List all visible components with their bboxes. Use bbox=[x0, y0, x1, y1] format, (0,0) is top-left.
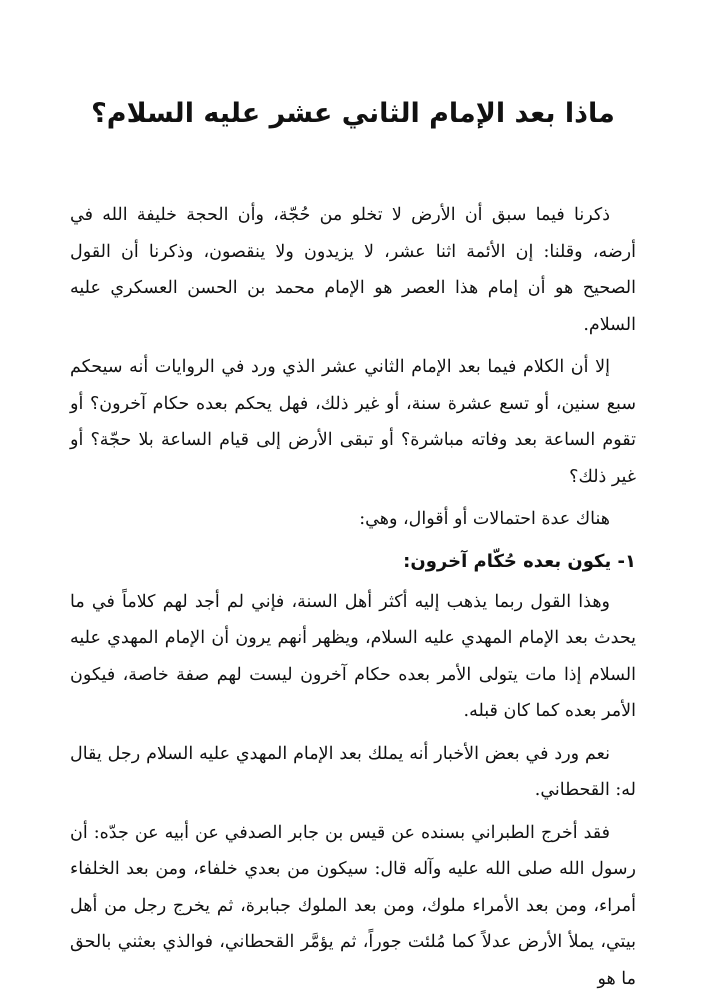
paragraph-qahtani: نعم ورد في بعض الأخبار أنه يملك بعد الإمام المهدي عليه السلام رجل يقال له: القحطاني. bbox=[70, 743, 636, 800]
paragraph-sunni-view: وهذا القول ربما يذهب إليه أكثر أهل السنة، فإني لم أجد لهم كلاماً في ما يحدث بعد الإمام المهدي عليه السلام، ويظهر أنهم يرون أن الإمام المهدي عليه السلام إذا مات يتولى الأمر بعده حكام آخرون ليست لهم صفة خاصة، فيكون الأمر بعده كما كان قبله. bbox=[70, 591, 636, 721]
document-page bbox=[70, 0, 636, 1005]
paragraph-question: إلا أن الكلام فيما بعد الإمام الثاني عشر الذي ورد في الروايات أنه سيحكم سبع سنين، أو تسع عشرة سنة، أو غير ذلك، فهل يحكم بعده حكام آخرون؟ أو تقوم الساعة بعد وفاته مباشرة؟ أو تبقى الأرض إلى قيام الساعة بلا حجّة؟ أو غير ذلك؟ bbox=[70, 357, 636, 487]
page-title: ماذا بعد الإمام الثاني عشر عليه السلام؟ bbox=[91, 98, 615, 129]
paragraph-intro: ذكرنا فيما سبق أن الأرض لا تخلو من حُجّة، وأن الحجة خليفة الله في أرضه، وقلنا: إن الأئمة اثنا عشر، لا يزيدون ولا ينقصون، وذكرنا أن القول الصحيح هو أن إمام هذا العصر هو الإمام محمد بن الحسن العسكري عليه السلام. bbox=[70, 205, 636, 335]
paragraph-tabarani-hadith: فقد أخرج الطبراني بسنده عن قيس بن جابر الصدفي عن أبيه عن جدّه: أن رسول الله صلى الله عليه وآله قال: سيكون من بعدي خلفاء، ومن بعد الخلفاء أمراء، ومن بعد الأمراء ملوك، ومن بعد الملوك جبابرة، ثم يخرج رجل من أهل بيتي، يملأ الأرض عدلاً كما مُلئت جوراً، ثم يؤمَّر القحطاني، فوالذي بعثني بالحق ما هو bbox=[70, 822, 636, 989]
paragraph-options: هناك عدة احتمالات أو أقوال، وهي: bbox=[359, 509, 610, 529]
document-body bbox=[70, 197, 636, 1003]
section-heading: ١- يكون بعده حُكّام آخرون: bbox=[403, 550, 636, 572]
